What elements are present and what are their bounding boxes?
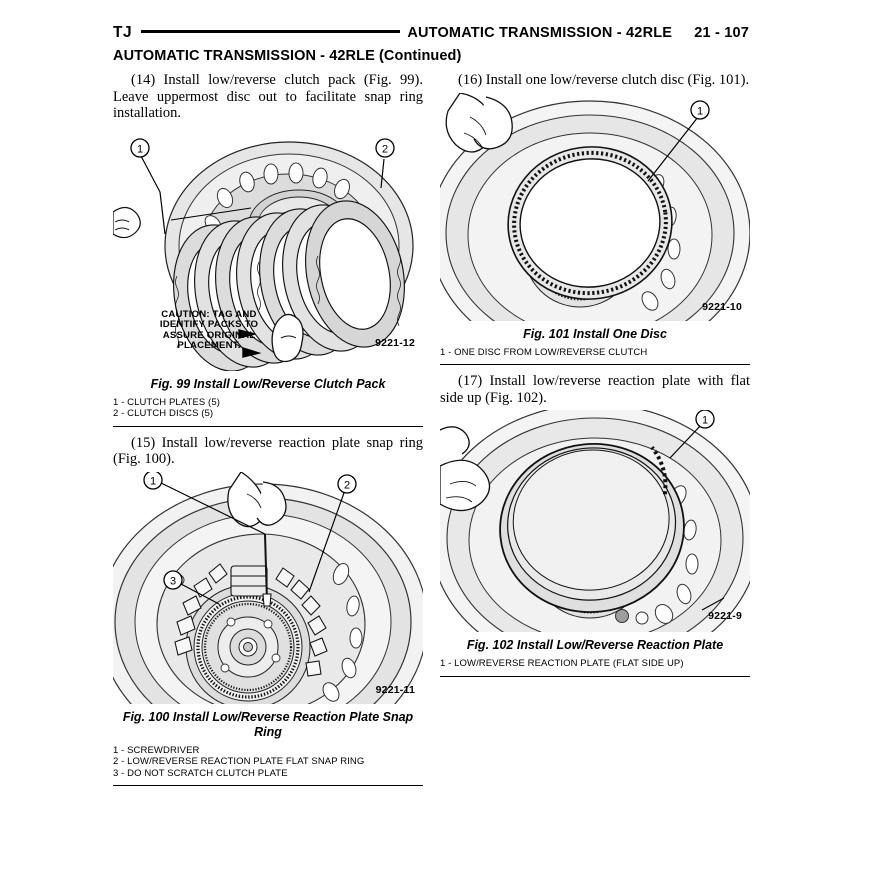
page-number: 21 - 107	[694, 25, 749, 41]
step-15-paragraph: (15) Install low/reverse reaction plate snap ring (Fig. 100).	[113, 434, 423, 467]
left-column	[113, 72, 423, 794]
svg-text:2: 2	[343, 479, 351, 491]
figure-99	[113, 126, 423, 427]
figure-99-caution-text: CAUTION: TAG AND IDENTIFY PACKS TO ASSURE ORIGINAL PLACEMENT.	[159, 308, 259, 351]
figure-101-image-id: 9221-10	[702, 300, 742, 313]
svg-text:1: 1	[149, 475, 157, 487]
figure-102-legend	[440, 658, 750, 670]
figure-99-caption: Fig. 99 Install Low/Reverse Clutch Pack	[150, 376, 386, 391]
figure-100-divider	[113, 785, 423, 786]
figure-102-callouts	[440, 410, 750, 632]
figure-101-divider	[440, 364, 750, 365]
legend-item: 3 - DO NOT SCRATCH CLUTCH PLATE	[113, 767, 288, 779]
header-vehicle-code: TJ	[113, 24, 133, 41]
figure-100-image-id: 9221-11	[375, 683, 415, 696]
figure-100	[113, 472, 423, 787]
figure-99-illustration	[113, 126, 423, 371]
figure-102-illustration	[440, 410, 750, 632]
figure-101-illustration	[440, 93, 750, 321]
figure-99-divider	[113, 426, 423, 427]
figure-100-illustration	[113, 472, 423, 704]
svg-text:3: 3	[169, 575, 177, 587]
figure-101	[440, 93, 750, 366]
figure-102-caption: Fig. 102 Install Low/Reverse Reaction Plate	[466, 638, 724, 652]
legend-item: 2 - LOW/REVERSE REACTION PLATE FLAT SNAP RING	[113, 756, 365, 767]
header-rule	[141, 30, 400, 33]
legend-item: 1 - LOW/REVERSE REACTION PLATE (FLAT SIDE UP)	[440, 658, 684, 669]
figure-102-image-id: 9221-9	[708, 610, 742, 622]
svg-text:2: 2	[381, 143, 389, 155]
section-continued-heading: AUTOMATIC TRANSMISSION - 42RLE (Continued)	[113, 48, 462, 64]
legend-item: 2 - CLUTCH DISCS (5)	[113, 408, 214, 419]
legend-item: 1 - CLUTCH PLATES (5)	[113, 396, 220, 408]
page-header	[113, 22, 749, 44]
figure-100-caption: Fig. 100 Install Low/Reverse Reaction Plate Snap Ring	[122, 709, 414, 739]
svg-text:1: 1	[701, 414, 709, 427]
figure-100-callouts	[113, 472, 423, 704]
figure-99-callouts	[113, 126, 423, 371]
figure-102-divider	[440, 676, 750, 677]
figure-99-image-id: 9221-12	[375, 336, 415, 349]
svg-text:1: 1	[696, 105, 704, 117]
svg-text:1: 1	[136, 143, 144, 155]
step-14-paragraph: (14) Install low/reverse clutch pack (Fig. 99). Leave uppermost disc out to facilitate snap ring installation.	[113, 72, 423, 121]
figure-101-caption: Fig. 101 Install One Disc	[523, 326, 667, 341]
legend-item: 1 - SCREWDRIVER	[113, 744, 200, 756]
figure-102	[440, 410, 750, 677]
figure-100-legend	[113, 745, 423, 780]
figure-101-callouts	[440, 93, 750, 321]
legend-item: 1 - ONE DISC FROM LOW/REVERSE CLUTCH	[440, 346, 648, 358]
figure-99-legend	[113, 397, 423, 420]
step-17-paragraph: (17) Install low/reverse reaction plate with flat side up (Fig. 102).	[440, 373, 750, 406]
header-title: AUTOMATIC TRANSMISSION - 42RLE	[407, 25, 673, 41]
figure-101-legend	[440, 347, 750, 359]
step-16-paragraph: (16) Install one low/reverse clutch disc (Fig. 101).	[458, 72, 750, 88]
right-column	[440, 72, 750, 685]
